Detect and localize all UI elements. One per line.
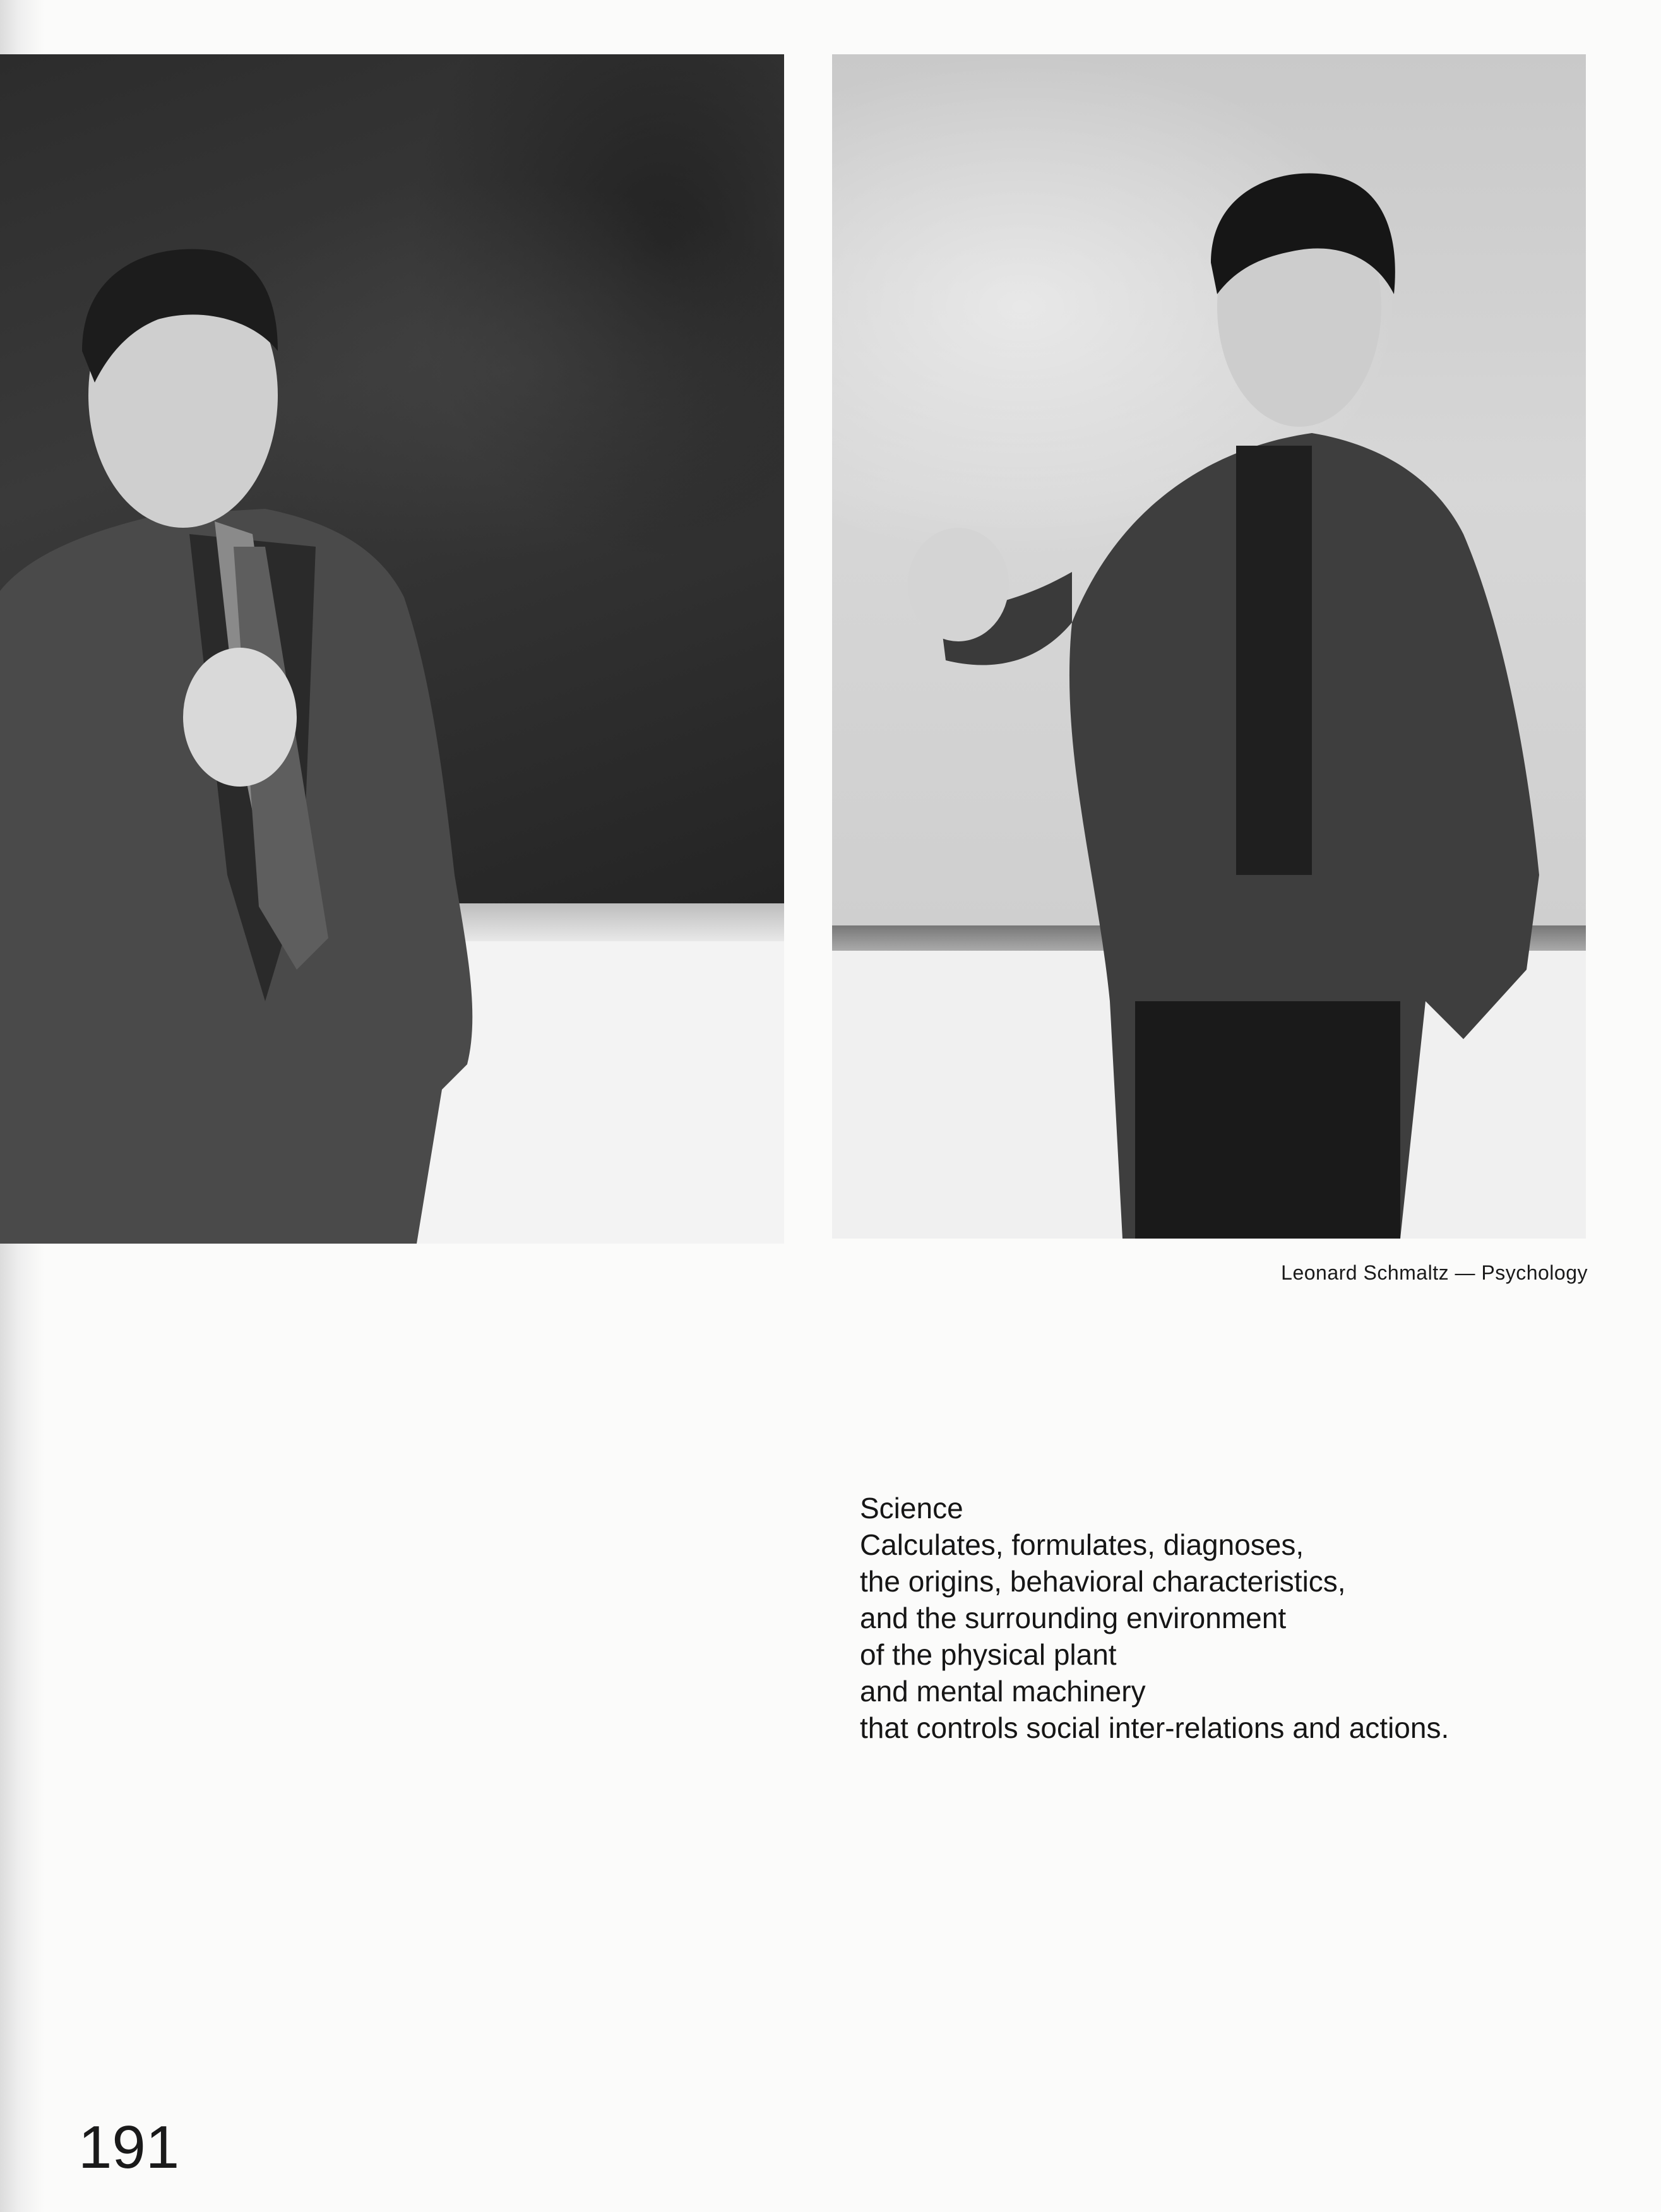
lecturer-figure-left — [0, 54, 784, 1244]
photo-caption: Leonard Schmaltz — Psychology — [1281, 1261, 1588, 1284]
poem-line: and the surrounding environment — [860, 1602, 1287, 1634]
lecturer-figure-right — [832, 54, 1586, 1239]
page-number: 191 — [78, 2114, 180, 2181]
poem-line: the origins, behavioral characteristics, — [860, 1565, 1346, 1598]
poem-line: and mental machinery — [860, 1675, 1146, 1708]
poem-line: of the physical plant — [860, 1638, 1117, 1671]
photo-lecturer-at-chalkboard — [0, 54, 784, 1244]
poem-line: that controls social inter-relations and actions. — [860, 1711, 1450, 1744]
poem — [860, 1490, 1617, 1746]
poem-title: Science — [860, 1492, 963, 1525]
poem-line: Calculates, formulates, diagnoses, — [860, 1528, 1304, 1561]
photo-lecturer-gesturing — [832, 54, 1586, 1239]
